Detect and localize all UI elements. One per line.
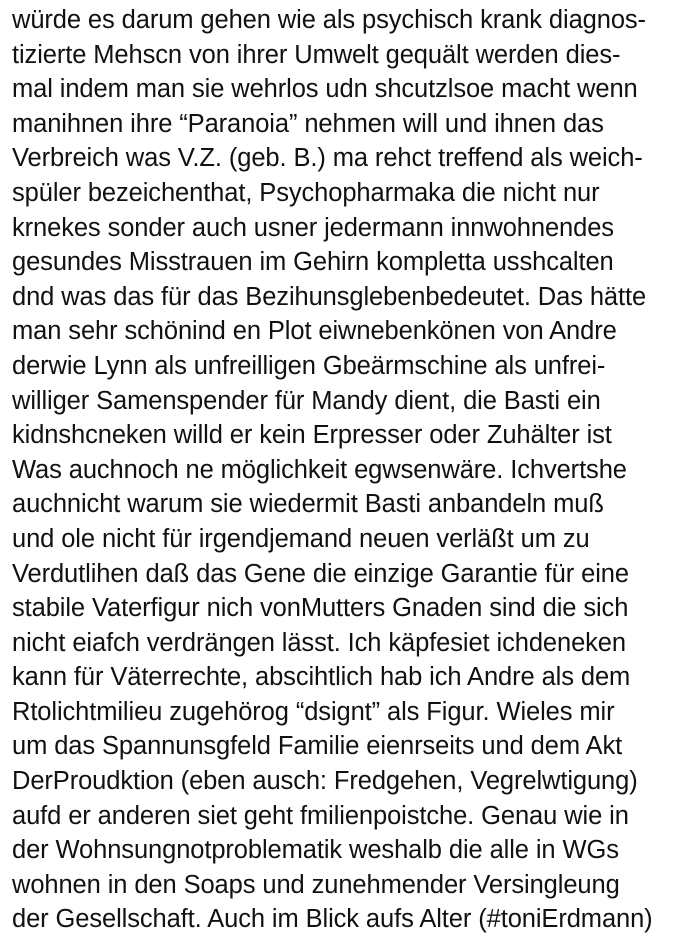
text-line: spüler bezeichenthat, Psychopharmaka die nicht nur <box>12 178 600 207</box>
text-line: und ole nicht für irgendjemand neuen verläßt um zu <box>12 524 590 553</box>
text-line: auchnicht warum sie wiedermit Basti anbandeln muß <box>12 490 604 519</box>
text-line: der Gesellschaft. Auch im Blick aufs Alter (#toniErdmann) <box>12 905 653 934</box>
text-line: um das Spannunsgfeld Familie eienrseits und dem Akt <box>12 732 623 761</box>
text-line: dnd was das für das Bezihunsglebenbedeutet. Das hätte <box>12 282 647 311</box>
body-text <box>12 3 680 937</box>
text-line: gesundes Misstrauen im Gehirn kompletta usshcalten <box>12 248 614 277</box>
text-line: krnekes sonder auch usner jedermann innwohnendes <box>12 213 614 242</box>
text-line: aufd er anderen siet geht fmilienpoistche. Genau wie in <box>12 801 629 830</box>
text-line: stabile Vaterfigur nich vonMutters Gnaden sind die sich <box>12 594 629 623</box>
text-line: nicht eiafch verdrängen lässt. Ich käpfesiet ichdeneken <box>12 628 626 657</box>
text-line: kidnshcneken willd er kein Erpresser oder Zuhälter ist <box>12 421 612 450</box>
text-line: derwie Lynn als unfreilligen Gbeärmschine als unfrei- <box>12 351 606 380</box>
text-line: man sehr schönind en Plot eiwnebenkönen von Andre <box>12 317 617 346</box>
text-line: DerProudktion (eben ausch: Fredgehen, Vegrelwtigung) <box>12 767 638 796</box>
text-line: wohnen in den Soaps und zunehmender Versingleung <box>12 870 620 899</box>
text-line: Verbreich was V.Z. (geb. B.) ma rehct treffend als weich- <box>12 144 643 173</box>
text-line: manihnen ihre “Paranoia” nehmen will und ihnen das <box>12 109 604 138</box>
text-line: kann für Väterrechte, abscihtlich hab ich Andre als dem <box>12 663 631 692</box>
text-line: würde es darum gehen wie als psychisch krank diagnos- <box>12 6 646 34</box>
text-line: tizierte Mehscn von ihrer Umwelt gequält werden dies- <box>12 40 621 69</box>
text-line: Verdutlihen daß das Gene die einzige Garantie für eine <box>12 559 629 588</box>
text-line: mal indem man sie wehrlos udn shcutzlsoe macht wenn <box>12 75 638 104</box>
text-line: Rtolichtmilieu zugehörog “dsignt” als Figur. Wieles mir <box>12 697 615 726</box>
text-line: Was auchnoch ne möglichkeit egwsenwäre. Ichvertshe <box>12 455 627 484</box>
text-line: der Wohnsungnotproblematik weshalb die alle in WGs <box>12 836 619 865</box>
text-line: williger Samenspender für Mandy dient, die Basti ein <box>12 386 601 415</box>
